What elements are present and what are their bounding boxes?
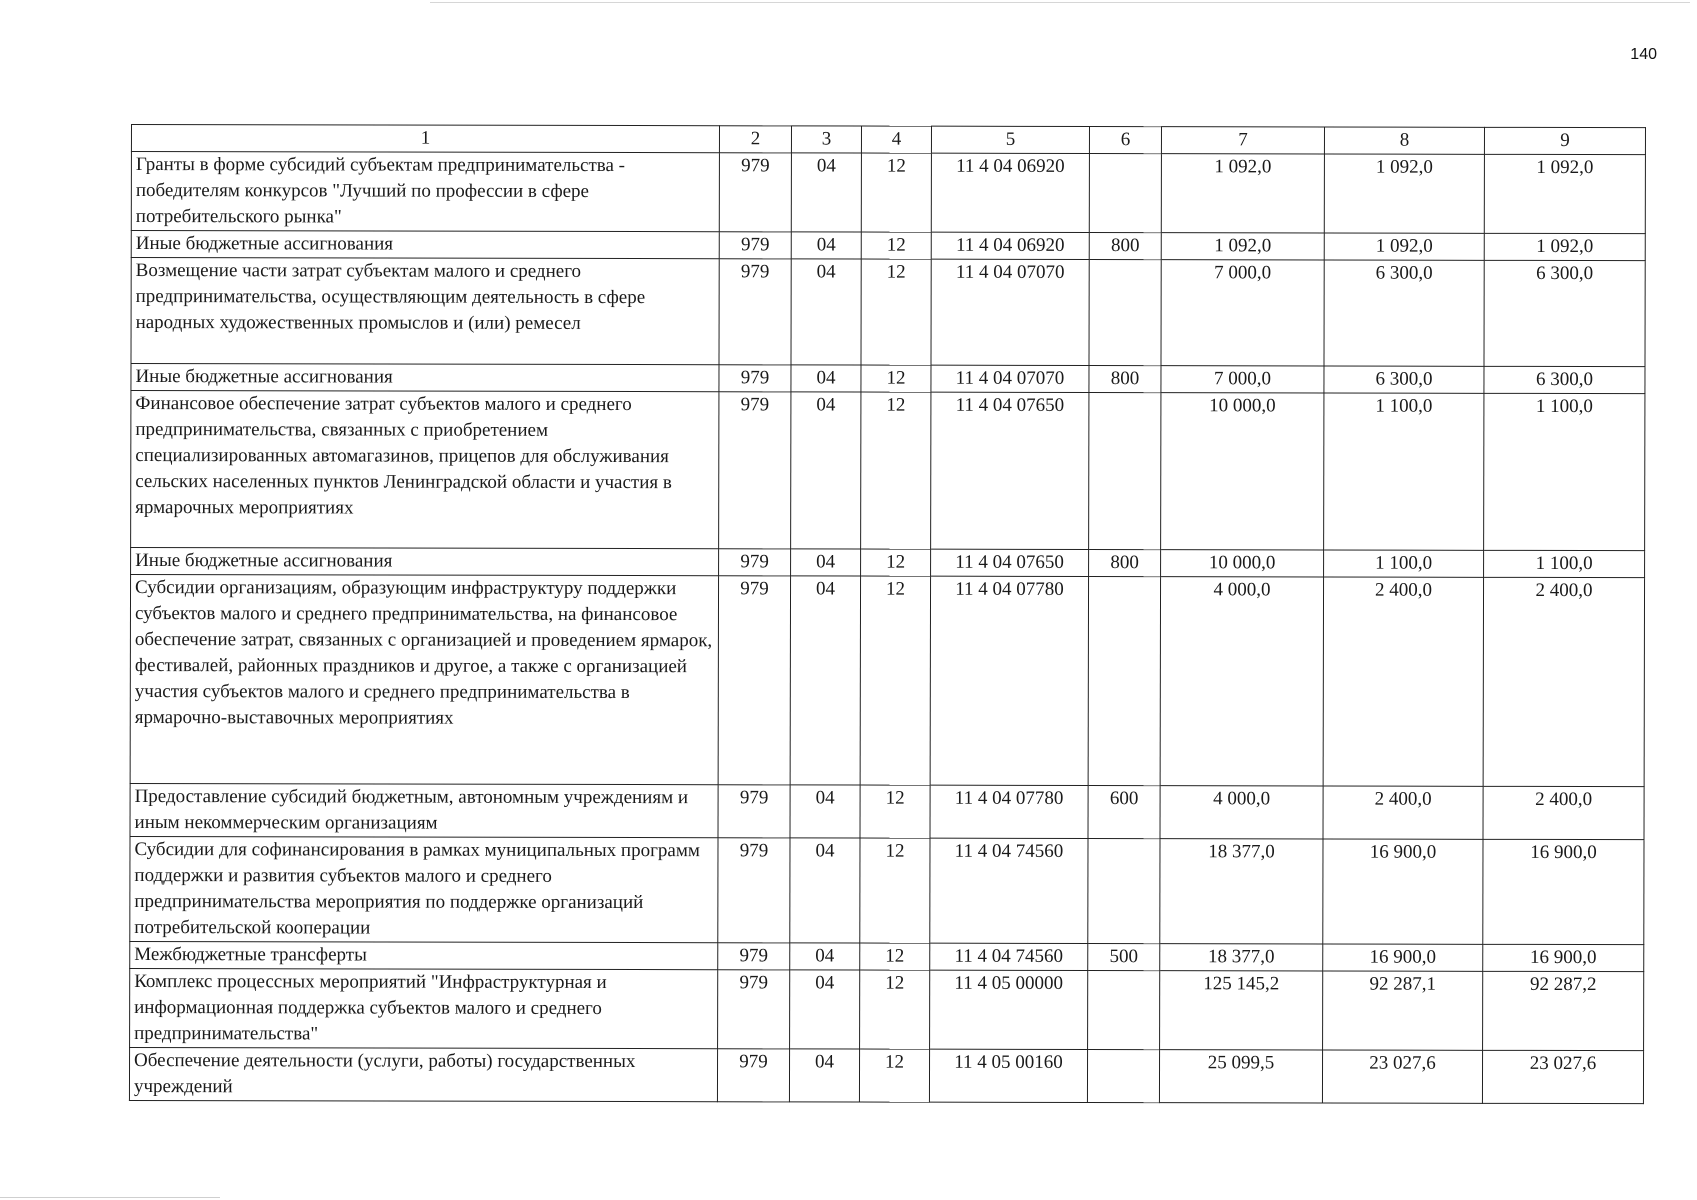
- row-subsection: 12: [861, 365, 931, 392]
- row-ministry-code: 979: [719, 232, 791, 259]
- row-subsection: 12: [861, 259, 931, 365]
- row-target-code: 11 4 05 00160: [929, 1049, 1087, 1102]
- row-name: Иные бюджетные ассигнования: [131, 548, 719, 576]
- row-name: Предоставление субсидий бюджетным, автономным учреждениям и иным некоммерческим организациям: [130, 783, 718, 837]
- row-target-code: 11 4 04 07780: [930, 576, 1088, 785]
- row-expense-type: [1089, 393, 1161, 550]
- row-target-code: 11 4 04 07650: [931, 549, 1089, 576]
- scan-edge-top: [430, 2, 1690, 3]
- row-expense-type: [1088, 971, 1160, 1050]
- table-row: [131, 152, 1645, 234]
- column-header: 6: [1089, 127, 1161, 154]
- row-section: 04: [789, 1049, 859, 1102]
- row-subsection: 12: [860, 576, 930, 785]
- row-amount-col9: 92 287,2: [1483, 971, 1644, 1050]
- row-ministry-code: 979: [718, 576, 790, 785]
- row-section: 04: [791, 392, 861, 549]
- row-amount-col7: 18 377,0: [1160, 944, 1323, 971]
- table-row: [131, 364, 1645, 394]
- column-header: 8: [1324, 127, 1484, 154]
- row-expense-type: [1089, 260, 1161, 366]
- row-amount-col9: 6 300,0: [1484, 260, 1645, 366]
- row-subsection: 12: [860, 970, 930, 1049]
- row-amount-col8: 16 900,0: [1323, 839, 1483, 944]
- row-expense-type: [1089, 154, 1161, 233]
- row-section: 04: [791, 232, 861, 259]
- row-subsection: 12: [860, 943, 930, 970]
- row-amount-col7: 10 000,0: [1161, 393, 1324, 550]
- row-ministry-code: 979: [718, 943, 790, 970]
- row-target-code: 11 4 05 00000: [930, 970, 1088, 1049]
- row-expense-type: 800: [1089, 366, 1161, 393]
- row-amount-col9: 6 300,0: [1484, 366, 1645, 393]
- row-amount-col8: 1 092,0: [1324, 154, 1484, 233]
- row-name: Финансовое обеспечение затрат субъектов малого и среднего предпринимательства, связанных с приобретением специализированных автомагазинов, прицепов для обслуживания сельских населенных пунктов Ленинградской области и участия в ярмарочных мероприятиях: [131, 391, 719, 549]
- row-name: Гранты в форме субсидий субъектам предпринимательства - победителям конкурсов "Лучший по профессии в сфере потребительского рынка": [131, 152, 719, 232]
- column-header: 4: [861, 126, 931, 153]
- table-row: [131, 391, 1645, 551]
- row-subsection: 12: [860, 838, 930, 943]
- table-row: [131, 548, 1645, 578]
- row-subsection: 12: [861, 232, 931, 259]
- row-ministry-code: 979: [719, 365, 791, 392]
- row-section: 04: [790, 576, 860, 785]
- row-ministry-code: 979: [718, 785, 790, 838]
- page-number: 140: [1630, 46, 1657, 63]
- row-subsection: 12: [861, 549, 931, 576]
- row-amount-col9: 2 400,0: [1483, 786, 1644, 839]
- column-header: 3: [791, 126, 861, 153]
- row-amount-col8: 2 400,0: [1323, 786, 1483, 839]
- table-header-row: [131, 125, 1645, 155]
- row-subsection: 12: [861, 153, 931, 232]
- row-name: Обеспечение деятельности (услуги, работы) государственных учреждений: [129, 1047, 717, 1101]
- column-header: 7: [1161, 127, 1324, 154]
- table-row: [130, 941, 1644, 971]
- row-amount-col9: 1 092,0: [1484, 154, 1645, 233]
- row-name: Комплекс процессных мероприятий "Инфраструктурная и информационная поддержка субъектов малого и среднего предпринимательства": [130, 968, 718, 1048]
- row-name: Иные бюджетные ассигнования: [131, 364, 719, 392]
- row-ministry-code: 979: [718, 970, 790, 1049]
- row-subsection: 12: [861, 392, 931, 549]
- row-ministry-code: 979: [719, 259, 791, 365]
- row-name: Субсидии организациям, образующим инфраструктуру поддержки субъектов малого и среднего предпринимательства, на финансовое обеспечение затрат, связанных с организацией и проведением ярмарок, фестивалей, районных праздников и другое, а также с организацией участия субъектов малого и среднего предпринимательства в ярмарочно-выставочных мероприятиях: [130, 575, 718, 785]
- row-amount-col9: 23 027,6: [1482, 1050, 1643, 1103]
- scan-edge-bottom: [0, 1197, 220, 1198]
- row-amount-col8: 1 100,0: [1324, 393, 1484, 550]
- row-ministry-code: 979: [719, 153, 791, 232]
- row-amount-col9: 1 100,0: [1484, 393, 1645, 550]
- row-expense-type: [1088, 577, 1160, 786]
- row-amount-col7: 7 000,0: [1161, 366, 1324, 393]
- row-amount-col8: 1 100,0: [1324, 550, 1484, 577]
- row-ministry-code: 979: [717, 1049, 789, 1102]
- row-section: 04: [791, 153, 861, 232]
- row-amount-col7: 125 145,2: [1160, 971, 1323, 1050]
- row-section: 04: [790, 838, 860, 943]
- row-amount-col8: 6 300,0: [1324, 366, 1484, 393]
- row-target-code: 11 4 04 06920: [931, 153, 1089, 232]
- row-amount-col7: 7 000,0: [1161, 260, 1324, 366]
- row-amount-col8: 2 400,0: [1323, 577, 1483, 786]
- row-amount-col7: 18 377,0: [1160, 839, 1323, 944]
- row-expense-type: 800: [1089, 233, 1161, 260]
- row-amount-col7: 1 092,0: [1161, 233, 1324, 260]
- row-amount-col7: 10 000,0: [1161, 550, 1324, 577]
- row-subsection: 12: [860, 785, 930, 838]
- row-amount-col8: 92 287,1: [1323, 971, 1483, 1050]
- table-row: [130, 836, 1644, 944]
- row-name: Межбюджетные трансферты: [130, 941, 718, 969]
- column-header: 5: [931, 126, 1089, 153]
- row-section: 04: [791, 259, 861, 365]
- row-amount-col8: 16 900,0: [1323, 944, 1483, 971]
- row-expense-type: 500: [1088, 944, 1160, 971]
- row-expense-type: [1087, 1050, 1159, 1103]
- row-target-code: 11 4 04 07070: [931, 259, 1089, 365]
- table-row: [131, 231, 1645, 261]
- row-amount-col9: 1 100,0: [1484, 550, 1645, 577]
- row-target-code: 11 4 04 06920: [931, 232, 1089, 259]
- table-row: [130, 968, 1644, 1050]
- row-section: 04: [791, 365, 861, 392]
- column-header: 2: [719, 126, 791, 153]
- row-amount-col8: 6 300,0: [1324, 260, 1484, 366]
- row-section: 04: [790, 970, 860, 1049]
- row-amount-col7: 25 099,5: [1159, 1050, 1322, 1103]
- column-header: 1: [131, 125, 719, 153]
- row-target-code: 11 4 04 07780: [930, 785, 1088, 838]
- row-section: 04: [790, 785, 860, 838]
- row-name: Иные бюджетные ассигнования: [131, 231, 719, 259]
- row-amount-col9: 1 092,0: [1484, 233, 1645, 260]
- row-section: 04: [791, 549, 861, 576]
- row-amount-col8: 1 092,0: [1324, 233, 1484, 260]
- row-name: Возмещение части затрат субъектам малого и среднего предпринимательства, осуществляющим деятельность в сфере народных художественных промыслов и (или) ремесел: [131, 258, 719, 365]
- row-amount-col7: 1 092,0: [1161, 154, 1324, 233]
- table-row: [129, 1047, 1643, 1103]
- row-ministry-code: 979: [718, 838, 790, 943]
- table-row: [130, 575, 1644, 787]
- row-amount-col9: 2 400,0: [1483, 577, 1644, 786]
- row-ministry-code: 979: [719, 549, 791, 576]
- row-target-code: 11 4 04 74560: [930, 838, 1088, 943]
- row-expense-type: [1088, 839, 1160, 944]
- row-amount-col7: 4 000,0: [1160, 786, 1323, 839]
- row-name: Субсидии для софинансирования в рамках муниципальных программ поддержки и развития субъектов малого и среднего предпринимательства мероприятия по поддержке организаций потребительской кооперации: [130, 836, 718, 942]
- row-expense-type: 800: [1089, 550, 1161, 577]
- row-target-code: 11 4 04 07650: [931, 392, 1089, 549]
- row-target-code: 11 4 04 07070: [931, 365, 1089, 392]
- row-amount-col9: 16 900,0: [1483, 944, 1644, 971]
- row-amount-col9: 16 900,0: [1483, 839, 1644, 944]
- row-subsection: 12: [859, 1049, 929, 1102]
- row-amount-col7: 4 000,0: [1160, 577, 1323, 786]
- table-row: [131, 258, 1645, 367]
- budget-table: [129, 124, 1646, 1104]
- column-header: 9: [1484, 127, 1645, 154]
- row-target-code: 11 4 04 74560: [930, 943, 1088, 970]
- table-row: [130, 783, 1644, 839]
- row-ministry-code: 979: [719, 392, 791, 549]
- row-section: 04: [790, 943, 860, 970]
- row-amount-col8: 23 027,6: [1322, 1050, 1482, 1103]
- row-expense-type: 600: [1088, 786, 1160, 839]
